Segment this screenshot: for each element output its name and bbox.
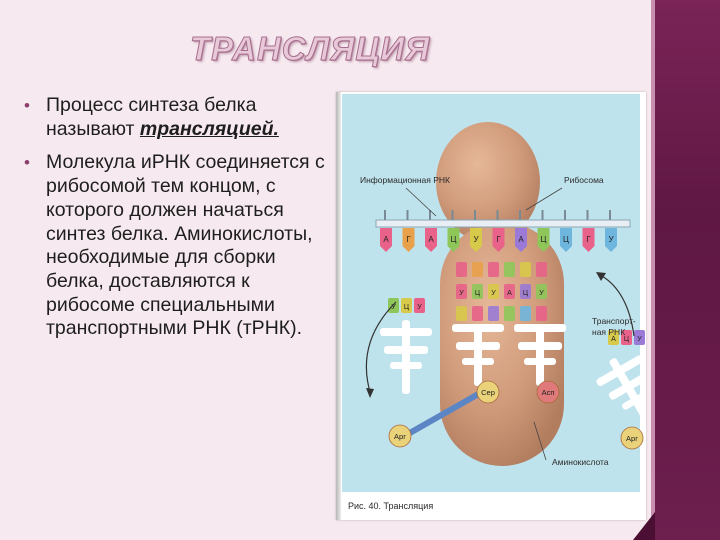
anticodon-block (520, 306, 531, 321)
anticodon-block (536, 306, 547, 321)
bullet-2-text: Молекула иРНК соединяется с рибосомой тем концом, с которого должен начаться синтез белка. Аминокислоты, необходимые для сборки белка, доставляются к рибосоме специальными транспортными РНК (тРНК). (46, 151, 325, 340)
codon-letter: А (428, 235, 434, 244)
anticodon-block (488, 306, 499, 321)
trna-anticodon-letter: У (637, 336, 642, 343)
codon-letter: Ц (450, 235, 457, 244)
anticodon-letter: Ц (474, 290, 481, 297)
anticodon-block (488, 284, 499, 299)
amino-acid-2 (537, 381, 559, 403)
anticodon-letter: А (507, 290, 512, 297)
anticodon-block (456, 306, 467, 321)
anticodon-block (456, 284, 467, 299)
codon-letter: Г (496, 235, 501, 244)
codon-letter: Г (406, 235, 411, 244)
slide-title: ТРАНСЛЯЦИЯ (190, 30, 431, 67)
side-decoration-band (651, 0, 720, 540)
label-trna-line-2: ная РНК (592, 327, 626, 337)
trna-anticodon (401, 298, 412, 313)
figure-caption: Рис. 40. Трансляция (348, 501, 434, 511)
amino-acid-label: Асп (541, 388, 555, 397)
translation-figure (336, 92, 646, 520)
anticodon-block (472, 262, 483, 277)
codon-letter: Ц (563, 235, 569, 244)
bullet-1-term: трансляцией. (139, 117, 279, 140)
anticodon-block (472, 306, 483, 321)
amino-acid-4 (621, 427, 643, 449)
bullet-item-1 (22, 94, 334, 141)
trna-anticodon (388, 298, 399, 313)
trna-anticodon (414, 298, 425, 313)
anticodon-block (504, 306, 515, 321)
anticodon-block (504, 262, 515, 277)
anticodon-letter: У (539, 290, 544, 297)
anticodon-block (472, 284, 483, 299)
anticodon-block (520, 284, 531, 299)
anticodon-block (504, 284, 515, 299)
amino-acid-3 (389, 425, 411, 447)
amino-acid-label: Сер (481, 388, 495, 397)
amino-acid-1 (477, 381, 499, 403)
anticodon-block (456, 262, 467, 277)
mrna-strand (376, 220, 630, 227)
bullet-list (22, 94, 334, 351)
trna-anticodon-letter: У (391, 304, 396, 311)
trna-anticodon-letter: Ц (403, 304, 410, 311)
anticodon-letter: Ц (522, 290, 529, 297)
codon-letter: У (608, 235, 614, 244)
label-amino-acid: Аминокислота (552, 457, 609, 467)
trna-anticodon-letter: У (417, 304, 422, 311)
anticodon-letter: У (459, 290, 464, 297)
codon-letter: У (473, 235, 479, 244)
bullet-1-text: Процесс синтеза белка называют (46, 94, 257, 140)
label-ribosome: Рибосома (564, 175, 604, 185)
label-mrna: Информационная РНК (360, 175, 451, 185)
translation-diagram (336, 92, 646, 520)
bullet-item-2 (22, 151, 334, 341)
anticodon-block (488, 262, 499, 277)
anticodon-block (520, 262, 531, 277)
trna-anticodon-letter: А (611, 336, 616, 343)
codon-letter: А (383, 235, 389, 244)
codon-letter: А (518, 235, 524, 244)
bullet-icon: • (24, 153, 30, 173)
label-trna-line-1: Транспорт- (592, 316, 636, 326)
trna-anticodon-letter: Ц (623, 336, 630, 343)
codon-letter: Г (586, 235, 591, 244)
anticodon-letter: У (491, 290, 496, 297)
anticodon-block (536, 262, 547, 277)
bullet-icon: • (24, 96, 30, 115)
amino-acid-label: Арг (626, 434, 638, 443)
trna-anticodon (634, 330, 645, 345)
codon-letter: Ц (540, 235, 547, 244)
anticodon-block (536, 284, 547, 299)
amino-acid-label: Арг (394, 432, 406, 441)
